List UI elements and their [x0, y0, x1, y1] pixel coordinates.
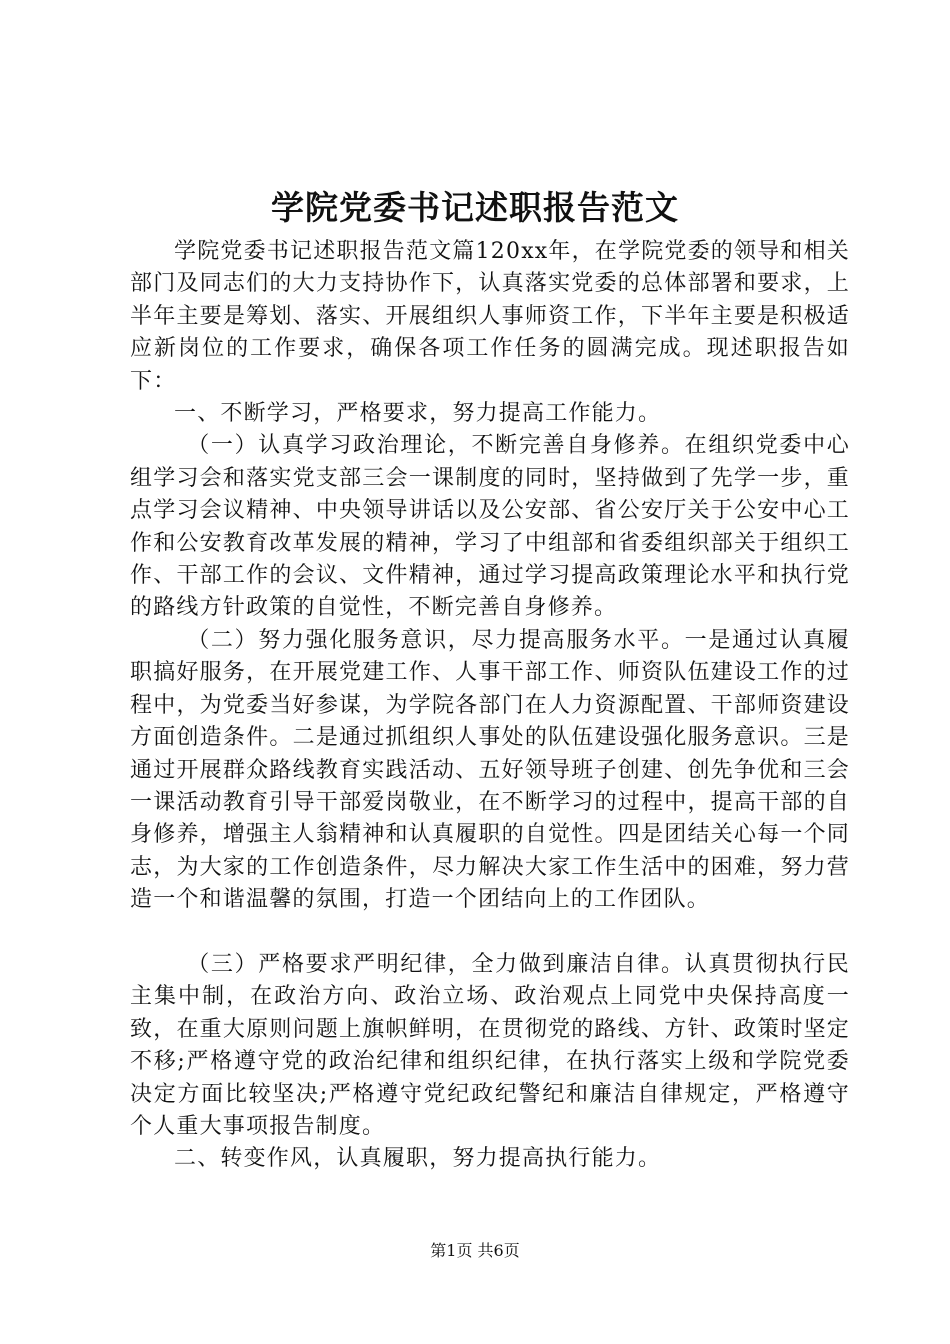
paragraph-subsection-1: （一）认真学习政治理论，不断完善自身修养。在组织党委中心组学习会和落实党支部三会一课制度的同时，坚持做到了先学一步，重点学习会议精神、中央领导讲话以及公安部、省公安厅关于公安中心工作和公安教育改革发展的精神，学习了中组部和省委组织部关于组织工作、干部工作的会议、文件精神，通过学习提高政策理论水平和执行党的路线方针政策的自觉性，不断完善自身修养。 — [130, 433, 850, 621]
paragraph-intro: 学院党委书记述职报告范文篇120xx年，在学院党委的领导和相关部门及同志们的大力支持协作下，认真落实党委的总体部署和要求，上半年主要是筹划、落实、开展组织人事师资工作，下半年主要是积极适应新岗位的工作要求，确保各项工作任务的圆满完成。现述职报告如下： — [130, 239, 851, 394]
document-body — [130, 236, 850, 1176]
section-heading-1: 一、不断学习，严格要求，努力提高工作能力。 — [174, 401, 662, 427]
paragraph-subsection-3: （三）严格要求严明纪律，全力做到廉洁自律。认真贯彻执行民主集中制，在政治方向、政治立场、政治观点上同党中央保持高度一致，在重大原则问题上旗帜鲜明，在贯彻党的路线、方针、政策时坚定不移;严格遵守党的政治纪律和组织纪律，在执行落实上级和学院党委决定方面比较坚决;严格遵守党纪政纪警纪和廉洁自律规定，严格遵守个人重大事项报告制度。 — [130, 951, 850, 1139]
document-title: 学院党委书记述职报告范文 — [271, 188, 679, 227]
section-heading-2: 二、转变作风，认真履职，努力提高执行能力。 — [174, 1146, 662, 1172]
page-number-footer: 第1页 共6页 — [430, 1241, 520, 1260]
paragraph-subsection-2: （二）努力强化服务意识，尽力提高服务水平。一是通过认真履职搞好服务，在开展党建工作、人事干部工作、师资队伍建设工作的过程中，为党委当好参谋，为学院各部门在人力资源配置、干部师资建设方面创造条件。二是通过抓组织人事处的队伍建设强化服务意识。三是通过开展群众路线教育实践活动、五好领导班子创建、创先争优和三会一课活动教育引导干部爱岗敬业，在不断学习的过程中，提高干部的自身修养，增强主人翁精神和认真履职的自觉性。四是团结关心每一个同志，为大家的工作创造条件，尽力解决大家工作生活中的困难，努力营造一个和谐温馨的氛围，打造一个团结向上的工作团队。 — [130, 627, 850, 913]
